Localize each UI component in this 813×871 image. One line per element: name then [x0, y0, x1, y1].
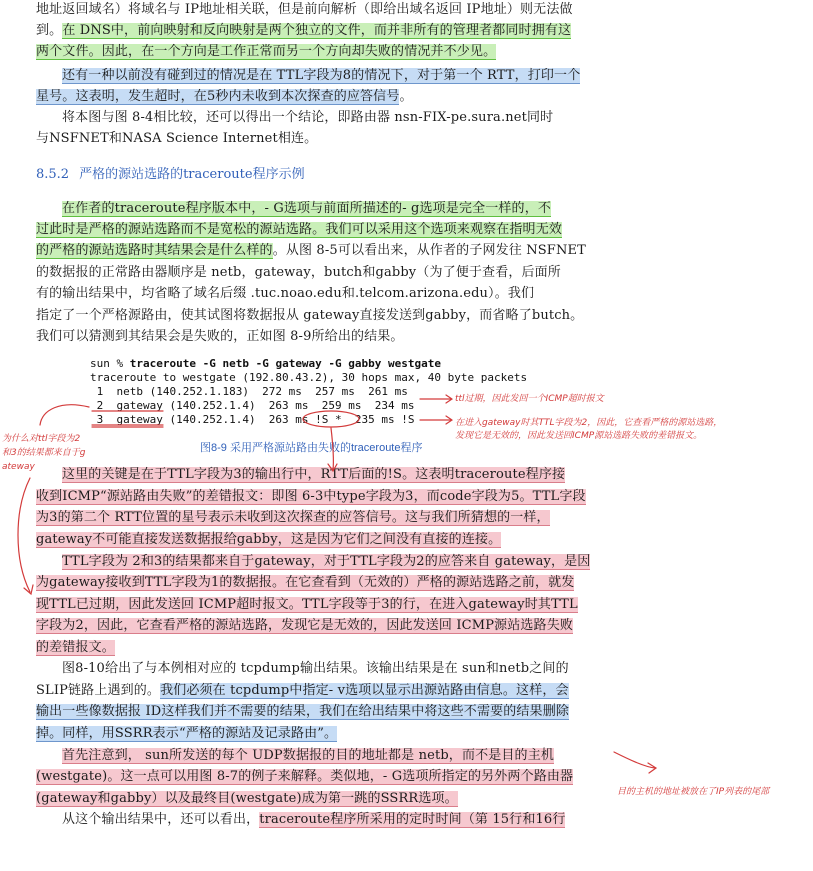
terminal-command-line: sun % traceroute -G netb -G gateway -G gabby westgate	[90, 357, 442, 370]
pink-highlight: 的差错报文。	[36, 640, 115, 655]
paragraph-line: 从这个输出结果中，还可以看出，traceroute程序所采用的定时时间（第 15行和16行	[62, 812, 566, 827]
pink-highlight: (gateway和gabby）以及最终目(westgate)成为第一跳的SSRR选项。	[36, 791, 458, 806]
paragraph-line: 图8-10给出了与本例相对应的 tcpdump输出结果。该输出结果是在 sun和netb之间的	[62, 661, 569, 676]
arrow-mark	[420, 395, 452, 403]
paragraph-line: 的数据报的正常路由器顺序是 netb，gateway，butch和gabby（为了便于查看，后面所	[36, 265, 561, 280]
green-highlight: 在 DNS中，前向映射和反向映射是两个独立的文件，而并非所有的管理者都同时拥有这	[62, 23, 572, 38]
blue-highlight: 星号。这表明，发生超时，在5秒内未收到本次探查的应答信号	[36, 89, 400, 104]
paragraph-line: 地址返回域名）将域名与 IP地址相关联，但是前向解析（即给出域名返回 IP地址）则无法做	[36, 2, 573, 17]
arrow-mark	[40, 405, 89, 425]
paragraph-line: 指定了一个严格源路由，使其试图将数据报从 gateway直接发送到gabby，而省略了butch。	[36, 308, 584, 323]
paragraph-line: 星号。这表明，发生超时，在5秒内未收到本次探查的应答信号。	[36, 89, 413, 104]
paragraph-line: 的严格的源站选路时其结果会是什么样的。从图 8-5可以看出来，从作者的子网发往 NSFNET	[36, 243, 586, 258]
arrow-mark	[328, 428, 337, 471]
pink-highlight: 收到ICMP“源站路由失败”的差错报文：即图 6-3中type字段为3，而code字段为5。TTL字段	[36, 489, 586, 504]
pink-highlight: (westgate)。这一点可以用图 8-7的例子来解释。类似地，- G选项所指定的另外两个路由器	[36, 769, 574, 784]
handwritten-note: ateway	[2, 462, 35, 472]
blue-highlight: 掉。同样，用SSRR表示“严格的源站及记录路由”。	[36, 726, 338, 741]
green-highlight: 过此时是严格的源站选路而不是宽松的源站选路。我们可以采用这个选项来观察在指明无效	[36, 222, 563, 237]
pink-highlight: 字段为2，因此，它查看严格的源站选路，发现它是无效的，因此发送回 ICMP源站选路失败	[36, 618, 573, 633]
pink-highlight: 为3的第二个 RTT位置的星号表示未收到这次探查的应答信号。这与我们所猜想的一样，	[36, 510, 550, 525]
blue-highlight: 还有一种以前没有碰到过的情况是在 TTL字段为8的情况下，对于第一个 RTT，打印一个	[62, 68, 581, 83]
arrow-mark	[18, 478, 33, 594]
green-highlight: 两个文件。因此，在一个方向是工作正常而另一个方向却失败的情况并不少见。	[36, 44, 497, 59]
handwritten-note: 为什么对ttl字段为2	[2, 434, 81, 444]
paragraph-line: SLIP链路上遇到的。我们必须在 tcpdump中指定- v选项以显示出源站路由信息。这样，会	[36, 683, 569, 698]
green-highlight: 在作者的traceroute程序版本中，- G选项与前面所描述的- g选项是完全一样的，不	[62, 201, 552, 216]
pink-highlight: 现TTL已过期，因此发送回 ICMP超时报文。TTL字段等于3的行，在进入gateway时其TTL	[36, 597, 578, 612]
handwritten-note: 发现它是无效的，因此发送回ICMP源站选路失败的差错报文。	[455, 431, 703, 441]
paragraph-line: 与NSFNET和NASA Science Internet相连。	[36, 131, 318, 146]
paragraph-line: 我们可以猜测到其结果会是失败的，正如图 8-9所给出的结果。	[36, 329, 404, 344]
terminal-hop-1: 1 netb (140.252.1.183) 272 ms 257 ms 261 ms	[90, 385, 408, 398]
blue-highlight: 我们必须在 tcpdump中指定- v选项以显示出源站路由信息。这样，会	[160, 683, 569, 698]
arrow-mark	[614, 752, 656, 773]
pink-highlight: 首先注意到， sun所发送的每个 UDP数据报的目的地址都是 netb，而不是目的主机	[62, 748, 555, 763]
handwritten-note: ttl过期，因此发回一个ICMP超时报文	[455, 394, 604, 404]
section-number: 8.5.2	[36, 167, 70, 182]
pink-highlight: 为gateway接收到TTL字段为1的数据报。在它查看到（无效的）严格的源站选路之前，就发	[36, 575, 575, 590]
pink-highlight: TTL字段为 2和3的结果都来自于gateway，对于TTL字段为2的应答来自 gateway，是因	[62, 554, 591, 569]
paragraph-line: 到。在 DNS中，前向映射和反向映射是两个独立的文件，而并非所有的管理者都同时拥有这	[36, 23, 572, 38]
handwritten-note: 在进入gateway时其TTL字段为2，因此，它查看严格的源站选路，	[455, 418, 723, 428]
terminal-hop-2: 2 gateway (140.252.1.4) 263 ms 259 ms 234 ms	[90, 399, 415, 412]
green-highlight: 的严格的源站选路时其结果会是什么样的	[36, 243, 273, 258]
circle-mark	[303, 411, 359, 427]
pink-highlight: 这里的关键是在于TTL字段为3的输出行中，RTT后面的!S。这表明traceroute程序接	[62, 467, 566, 482]
terminal-header-line: traceroute to westgate (192.80.43.2), 30 hops max, 40 byte packets	[90, 371, 528, 384]
paragraph-line: 有的输出结果中，均省略了域名后缀 .tuc.noao.edu和.telcom.arizona.edu）。我们	[36, 286, 535, 301]
figure-caption: 图8-9 采用严格源站路由失败的traceroute程序	[200, 442, 423, 454]
pink-highlight: traceroute程序所采用的定时时间（第 15行和16行	[259, 812, 566, 827]
paragraph-line: 将本图与图 8-4相比较，还可以得出一个结论，即路由器 nsn-FIX-pe.sura.net同时	[62, 110, 554, 125]
section-title: 严格的源站选路的traceroute程序示例	[79, 167, 305, 182]
arrow-mark	[420, 416, 452, 424]
blue-highlight: 输出一些像数据报 ID这样我们并不需要的结果，我们在给出结果中将这些不需要的结果删除	[36, 704, 569, 719]
handwritten-note: 目的主机的地址被放在了IP列表的尾部	[617, 787, 770, 797]
pink-highlight: gateway不可能直接发送数据报给gabby，这是因为它们之间没有直接的连接。	[36, 532, 502, 547]
terminal-hop-3: 3 gateway (140.252.1.4) 263 ms !S * 235 ms !S	[90, 413, 415, 426]
handwritten-note: 和3的结果都来自于g	[2, 448, 86, 458]
